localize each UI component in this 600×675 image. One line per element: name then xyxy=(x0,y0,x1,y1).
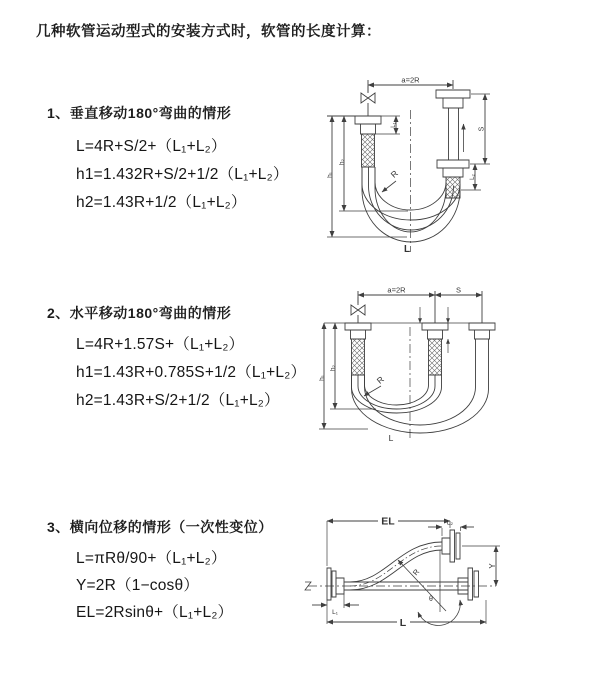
flange-left xyxy=(327,568,344,600)
section-1-heading: 1、垂直移动180°弯曲的情形 xyxy=(47,105,232,121)
formula-line: Y=2R（1−cosθ） xyxy=(76,577,200,594)
dim-width-label: a=2R xyxy=(387,285,406,295)
formula-line: L=4R+1.57S+（L₁+L₂） xyxy=(76,336,245,353)
dim-l2-label: L₂ xyxy=(470,174,476,180)
formula-line: h2=1.43R+1/2（L₁+L₂） xyxy=(76,194,247,211)
dimension-el xyxy=(327,521,450,566)
dimension-length xyxy=(327,600,486,624)
dim-y-label: Y xyxy=(488,563,497,569)
dimension-width xyxy=(358,291,435,323)
formula-line: EL=2Rsinθ+（L₁+L₂） xyxy=(76,604,234,621)
dim-h2-label: h₂ xyxy=(338,158,346,166)
angle-label: θ xyxy=(429,596,433,603)
flange-upper xyxy=(442,530,460,562)
flange-middle xyxy=(422,323,448,375)
length-label: L xyxy=(403,244,411,255)
dim-stroke-label: S xyxy=(455,285,462,295)
hose-braid xyxy=(429,339,442,375)
radius-label: R xyxy=(410,567,422,578)
dim-h1-label: h₁ xyxy=(318,375,326,381)
dim-width-label: a=2R xyxy=(401,75,420,85)
dimension-l1 xyxy=(312,594,359,608)
dim-l1-label: L₁ xyxy=(332,609,338,616)
hose-curves xyxy=(350,542,442,590)
radius-label: R xyxy=(388,168,400,180)
formula-line: L=4R+S/2+（L₁+L₂） xyxy=(76,138,227,155)
flange-right-upper xyxy=(436,90,470,108)
dimension-stroke xyxy=(435,291,482,323)
hose-curves xyxy=(362,167,460,242)
radius-pointer xyxy=(364,386,381,396)
section-3-heading: 3、横向位移的情形（一次性变位） xyxy=(47,519,273,535)
formula-line: h2=1.43R+S/2+1/2（L₁+L₂） xyxy=(76,392,280,409)
radius-label: R xyxy=(374,374,386,386)
dim-h1-label: h₁ xyxy=(326,172,334,178)
formula-line: L=πRθ/90+（L₁+L₂） xyxy=(76,550,227,567)
angle-construction xyxy=(398,550,460,625)
dim-stroke-label: S xyxy=(478,126,486,132)
dim-h2-label: h₂ xyxy=(329,364,337,372)
dim-length-label: L xyxy=(399,617,407,629)
dim-l1-label: L₁ xyxy=(391,122,397,128)
dim-el-label: EL xyxy=(381,515,395,528)
diagram-horizontal-180-bend xyxy=(312,283,600,448)
length-label: L xyxy=(388,433,394,443)
section-2-heading: 2、水平移动180°弯曲的情形 xyxy=(47,305,232,321)
diagram-vertical-180-bend xyxy=(315,72,600,257)
diagram-lateral-displacement xyxy=(300,500,600,645)
valve-icon xyxy=(361,86,375,116)
hose-curves xyxy=(352,339,489,433)
formula-line: h1=1.432R+S/2+1/2（L₁+L₂） xyxy=(76,166,289,183)
flange-left xyxy=(345,323,371,375)
flange-right xyxy=(469,323,495,339)
valve-icon xyxy=(351,297,365,323)
dimension-l2 xyxy=(428,527,474,536)
formula-line: h1=1.43R+0.785S+1/2（L₁+L₂） xyxy=(76,364,307,381)
hose-braid xyxy=(362,134,375,167)
flange-left xyxy=(355,116,381,167)
dim-l2-label: L₂ xyxy=(446,519,454,527)
document-title: 几种软管运动型式的安装方式时，软管的长度计算： xyxy=(36,24,381,40)
radius-pointer xyxy=(382,181,396,192)
hose-braid xyxy=(352,339,365,375)
flange-right xyxy=(458,568,479,600)
